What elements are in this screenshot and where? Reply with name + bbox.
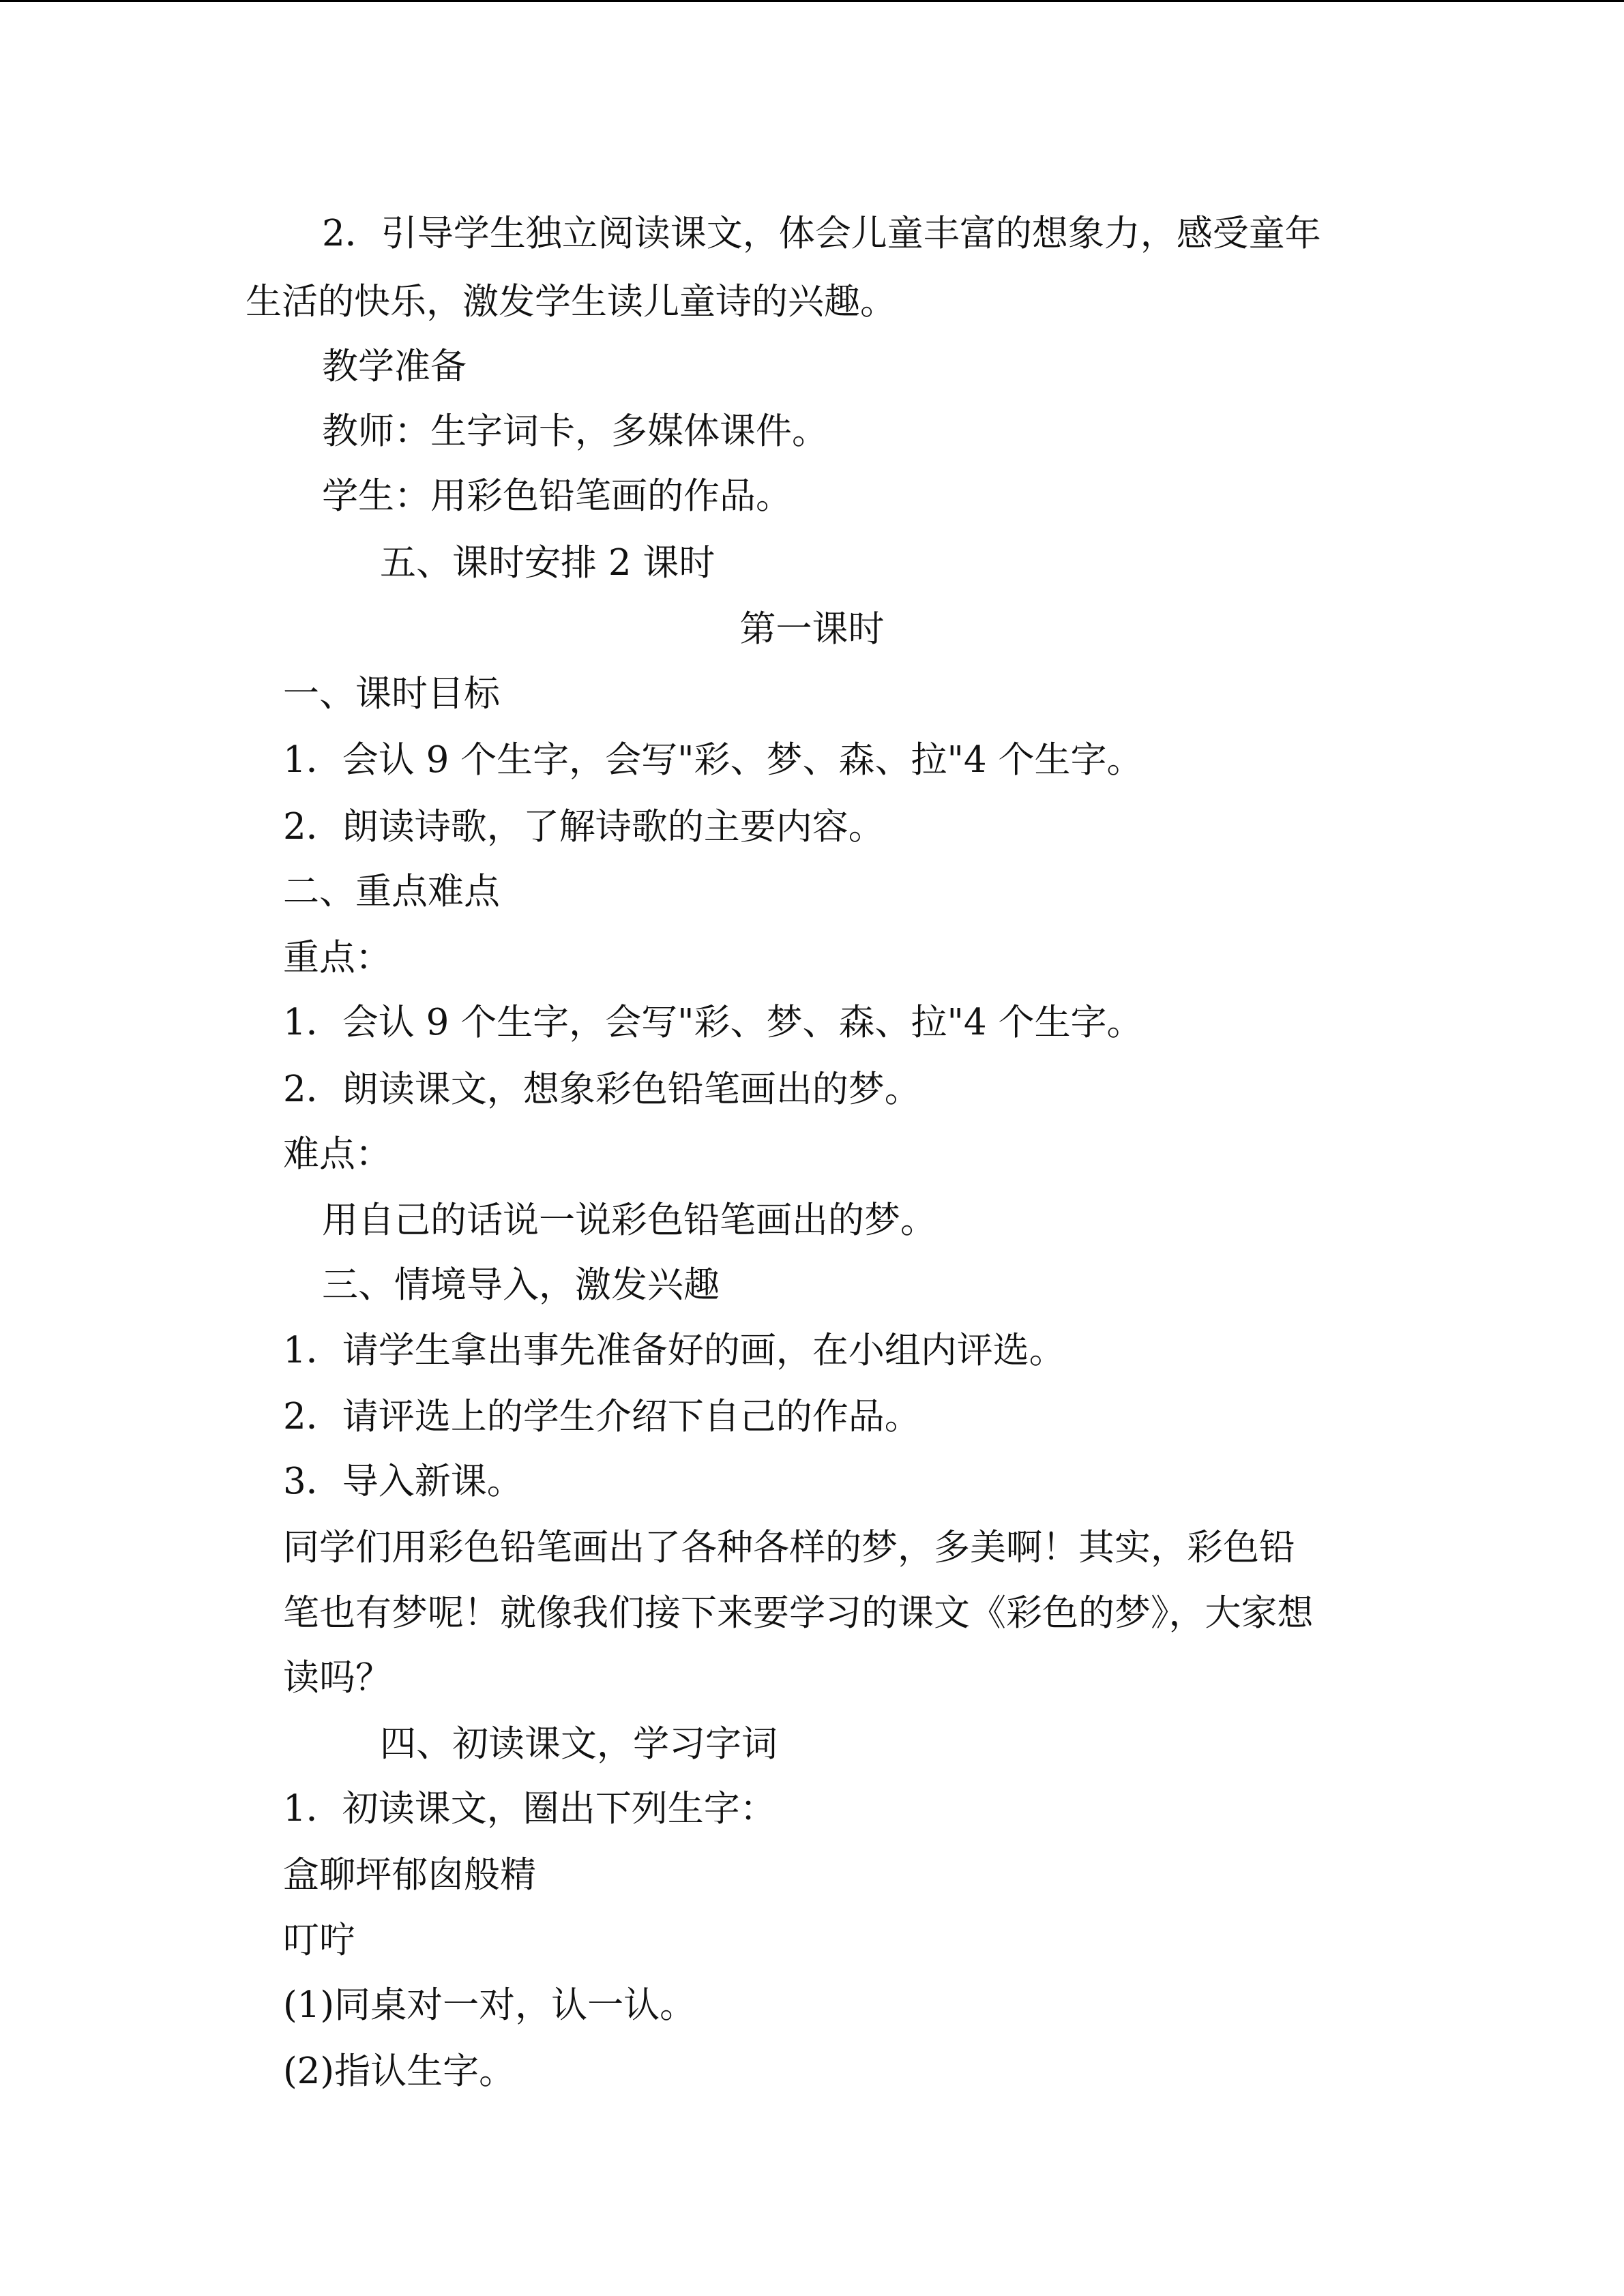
step-1: (1)同桌对一对，认一认。 <box>283 1984 696 2026</box>
key-2: 2．朗读课文，想象彩色铅笔画出的梦。 <box>283 1069 921 1110</box>
read-heading: 四、初读课文，学习字词 <box>380 1723 778 1765</box>
intro-1: 1．请学生拿出事先准备好的画，在小组内评选。 <box>283 1330 1065 1371</box>
schedule-heading: 五、课时安排 2 课时 <box>380 542 715 584</box>
intro-3: 3．导入新课。 <box>283 1461 523 1502</box>
intro-paragraph-line-2: 笔也有梦呢！就像我们接下来要学习的课文《彩色的梦》，大家想 <box>283 1592 1314 1634</box>
intro-2: 2．请评选上的学生介绍下自己的作品。 <box>283 1396 921 1437</box>
step-2: (2)指认生字。 <box>283 2051 516 2092</box>
prep-heading: 教学准备 <box>322 346 467 387</box>
lesson-title: 第一课时 <box>739 608 885 650</box>
new-characters-line-2: 叮咛 <box>283 1920 355 1961</box>
prep-teacher: 教师：生字词卡，多媒体课件。 <box>322 411 828 452</box>
goals-heading: 一、课时目标 <box>283 673 500 715</box>
intro-heading: 三、情境导入，激发兴趣 <box>322 1264 720 1306</box>
objective-2-line-1: 2．引导学生独立阅读课文，体会儿童丰富的想象力，感受童年 <box>322 213 1321 254</box>
intro-paragraph-line-3: 读吗？ <box>283 1657 392 1699</box>
new-characters-line-1: 盒聊坪郁囱般精 <box>283 1854 536 1896</box>
objective-2-line-2: 生活的快乐，激发学生读儿童诗的兴趣。 <box>246 281 896 323</box>
key-1: 1．会认 9 个生字，会写"彩、梦、森、拉"4 个生字。 <box>283 1002 1143 1043</box>
difficulty-1: 用自己的话说一说彩色铅笔画出的梦。 <box>322 1199 936 1241</box>
read-1: 1．初读课文，圈出下列生字： <box>283 1788 776 1830</box>
prep-student: 学生：用彩色铅笔画的作品。 <box>322 475 792 517</box>
goal-2: 2．朗读诗歌，了解诗歌的主要内容。 <box>283 806 885 848</box>
difficulty-label: 难点： <box>283 1133 392 1175</box>
intro-paragraph-line-1: 同学们用彩色铅笔画出了各种各样的梦，多美啊！其实，彩色铅 <box>283 1527 1295 1568</box>
goal-1: 1．会认 9 个生字，会写"彩、梦、森、拉"4 个生字。 <box>283 739 1143 781</box>
key-label: 重点： <box>283 937 392 979</box>
key-heading: 二、重点难点 <box>283 871 500 912</box>
